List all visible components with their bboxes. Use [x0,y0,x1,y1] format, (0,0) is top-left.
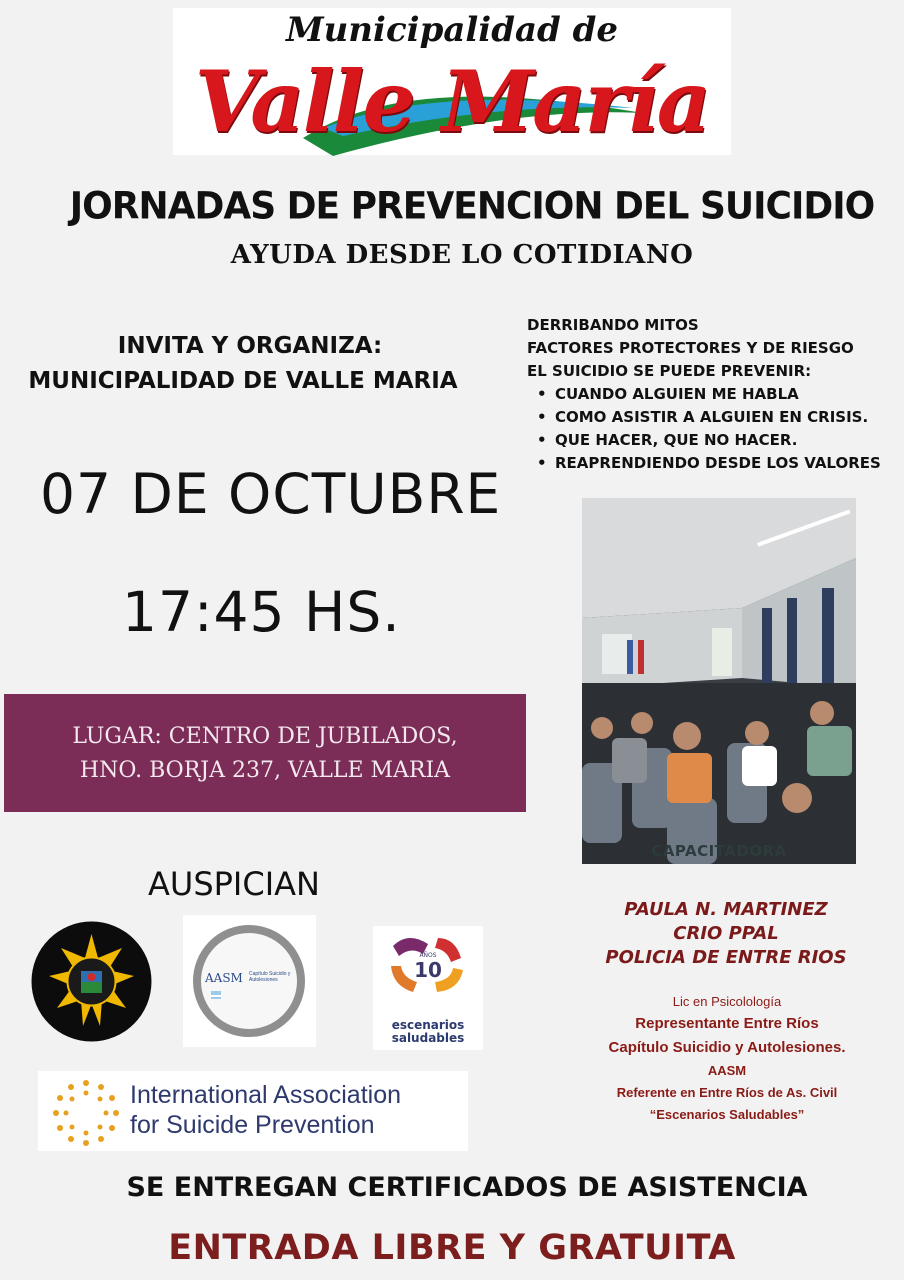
iasp-name-line1: International Association [130,1081,402,1109]
event-title: JORNADAS DE PREVENCION DEL SUICIDIO [69,184,875,229]
speaker-block [566,898,886,970]
speaker-name: PAULA N. MARTINEZ [624,899,828,920]
speaker-rank: CRIO PPAL [673,923,779,944]
event-subtitle: AYUDA DESDE LO COTIDIANO [230,240,694,270]
aasm-subtitle: Capítulo Suicidio y Autolesiones [249,971,291,983]
credential-line: “Escenarios Saludables” [649,1107,805,1122]
iasp-name-line2: for Suicide Prevention [130,1111,375,1139]
credential-line: Lic en Psicolología [672,994,782,1009]
credential-line: Representante Entre Ríos [635,1015,819,1032]
credential-line: Capítulo Suicidio y Autolesiones. [608,1039,846,1056]
speaker-org: POLICIA DE ENTRE RIOS [605,947,847,968]
esc-anniversary-label: AÑOS [419,952,437,959]
aasm-logo [183,915,316,1047]
credential-line: AASM [707,1063,747,1078]
municipality-logo [173,8,731,155]
esc-anniversary-number: 10 [414,958,442,982]
location-address: HNO. BORJA 237, VALLE MARIA [79,758,451,783]
logo-top-text: Municipalidad de [285,10,619,50]
esc-name-line2: saludables [391,1031,465,1045]
speaker-credentials [566,992,888,1126]
photo-caption: CAPACITADORA [651,842,787,860]
iasp-sun-icon [46,1073,126,1153]
police-badge-logo [30,920,153,1043]
organizer-name: MUNICIPALIDAD DE VALLE MARIA [28,368,458,394]
event-time: 17:45 HS. [122,580,401,644]
topic-bullet: • CUANDO ALGUIEN ME HABLA [527,383,881,406]
topic-bullet: • COMO ASISTIR A ALGUIEN EN CRISIS. [527,406,881,429]
topics-list [527,314,881,475]
event-date: 07 DE OCTUBRE [40,462,502,526]
escenarios-saludables-logo [373,926,483,1050]
credential-line: Referente en Entre Ríos de As. Civil [616,1085,838,1100]
topic-line: EL SUICIDIO SE PUEDE PREVENIR: [527,362,812,380]
location-line: LUGAR: CENTRO DE JUBILADOS, [72,724,458,749]
sponsors-heading: AUSPICIAN [148,865,320,903]
logo-main-text: Valle María [194,52,710,151]
free-entry-notice: ENTRADA LIBRE Y GRATUITA [168,1228,736,1268]
topic-bullet: • QUE HACER, QUE NO HACER. [527,429,881,452]
invite-label: INVITA Y ORGANIZA: [117,333,383,359]
aasm-label: AASM [205,971,243,985]
topic-line: FACTORES PROTECTORES Y DE RIESGO [527,339,854,357]
certificates-notice: SE ENTREGAN CERTIFICADOS DE ASISTENCIA [126,1172,808,1203]
location-box [4,694,526,812]
iasp-logo [38,1071,468,1151]
topic-line: DERRIBANDO MITOS [527,316,699,334]
esc-name-line1: escenarios [391,1018,465,1032]
auditorium-photo [582,498,856,864]
topic-bullet: • REAPRENDIENDO DESDE LOS VALORES [527,452,881,475]
